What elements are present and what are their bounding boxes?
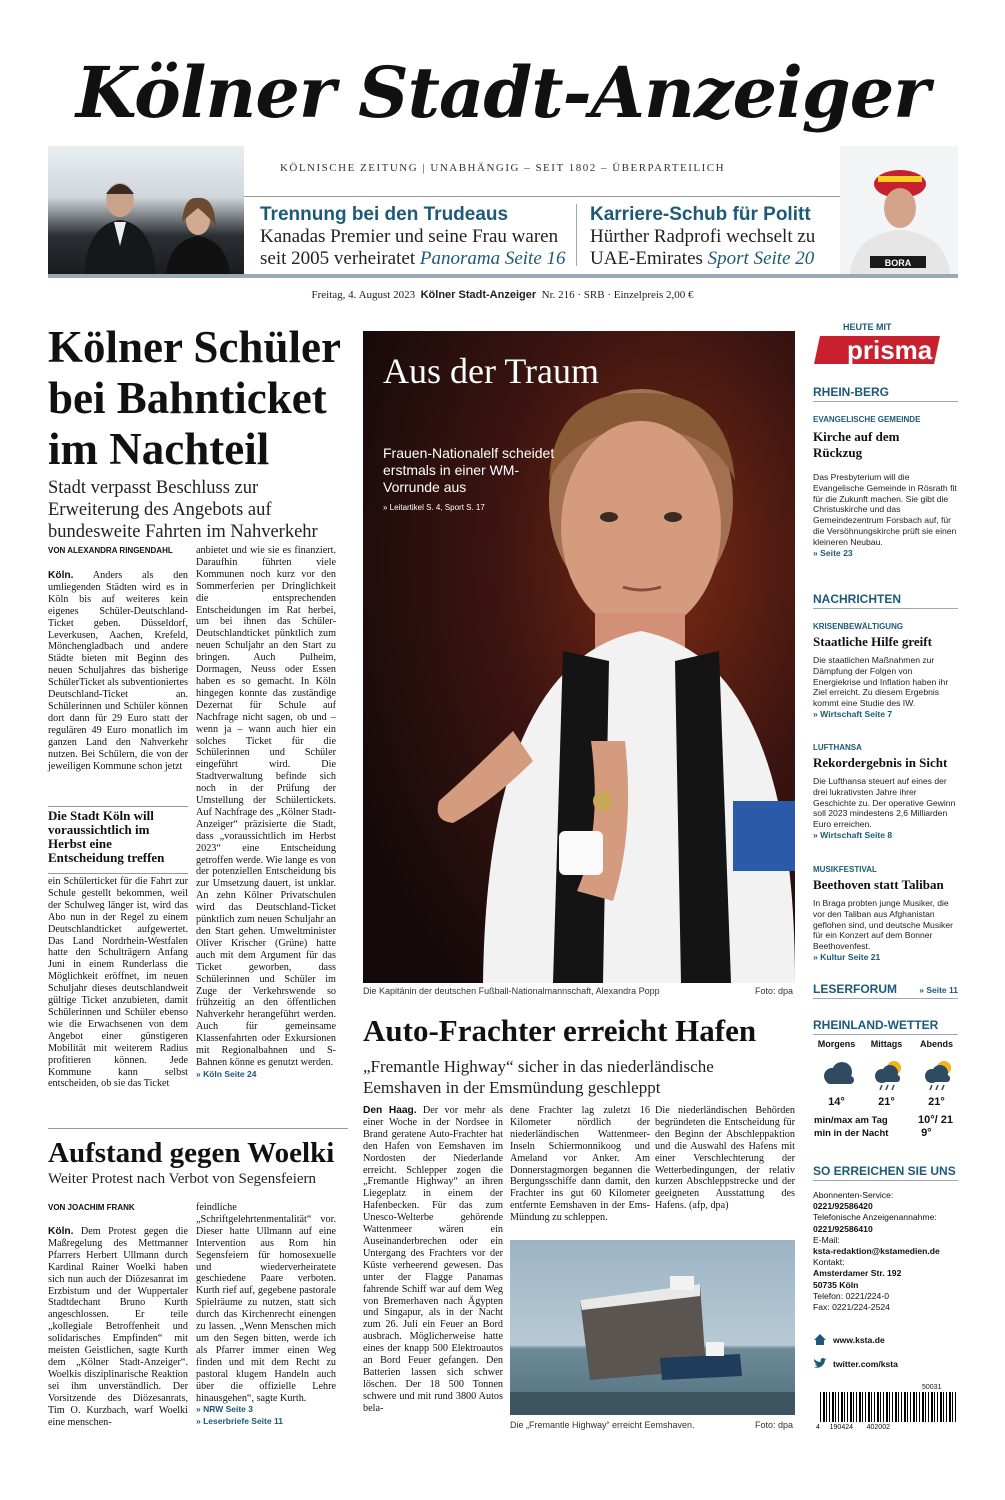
masthead: Kölner Stadt-Anzeiger: [75, 51, 930, 134]
weather-legend: min/max am Tag min in der Nacht: [814, 1115, 889, 1139]
weather-minmax-values: 10°/ 21 9°: [918, 1114, 953, 1139]
second-subhead: Weiter Protest nach Verbot von Segensfeiern: [48, 1171, 317, 1187]
krise-kicker: KRISENBEWÄLTIGUNG: [813, 622, 904, 631]
website-link[interactable]: www.ksta.de: [833, 1335, 885, 1345]
hero-subtitle: Frauen-Nationalelf scheidet erstmals in einer WM-Vorrunde aus: [383, 445, 555, 495]
weather-morning-temp: 14°: [828, 1096, 845, 1108]
krise-ref[interactable]: » Wirtschaft Seite 7: [813, 708, 893, 719]
lh-kicker: LUFTHANSA: [813, 743, 862, 752]
lead-subhead: Stadt verpasst Beschluss zur Erweiterung des Angebots auf bundesweite Fahrten im Nahverkehr: [48, 478, 318, 542]
contact-block: Abonnenten-Service: 0221/92586420 Telefonische Anzeigenannahme: 0221/92586410 E-Mail: ksta-redaktion@kstamedien.de Kontakt: Amsterdamer Str. 192 50735 Köln Telefon: 0221/224-0 Fax: 0221/224-2524: [813, 1190, 940, 1313]
teaser-left-ref[interactable]: Panorama Seite 16: [419, 248, 566, 269]
sun-cloud-rain-icon: [868, 1058, 908, 1092]
lead-col1a: Köln. Anders als den umliegenden Städten wird es in Köln bis auf weiteres kein eigenes Schüler-Deutschland-Ticket geben. Düsseldorf, Leverkusen, Aachen, Krefeld, Mönchengladbach und andere Städte bieten mit Beginn des neuen Schuljahres das bisherige SchülerTicket als subventioniertes Deutschland-Ticket an. Schülerinnen und Schüler können dort dann für 29 Euro statt der regulären 49 Euro monatlich im ganzen Land den Nahverkehr nutzen. Bei Schülern, die von der jeweiligen Kommune schon jetzt: [48, 570, 189, 772]
ship-col2: dene Frachter lag zuletzt 16 Kilometer nördlich der niederländischen Wattenmeer-Inseln Schiermonnikoog und Ameland vor Anker. Am Donnerstagmorgen begannen die Bergungsschiffe dann damit, den Frachter ins gut 60 Kilometer entfernte Eemshaven in der Ems-Mündung zu schleppen.: [510, 1105, 650, 1224]
second-ref-nrw[interactable]: » NRW Seite 3: [196, 1404, 254, 1415]
section-contact: SO ERREICHEN SIE UNS: [813, 1164, 958, 1181]
hero-credit: Foto: dpa: [755, 986, 794, 996]
tagline: KÖLNISCHE ZEITUNG | UNABHÄNGIG – SEIT 1802 – ÜBERPARTEILICH: [279, 162, 726, 174]
teaser-right-title[interactable]: Karriere-Schub für Politt: [590, 204, 811, 225]
hero-ref[interactable]: » Leitartikel S. 4, Sport S. 17: [383, 503, 485, 512]
svg-text:BORA: BORA: [884, 258, 912, 268]
section-rheinberg[interactable]: RHEIN-BERG: [813, 385, 958, 402]
prisma-promo[interactable]: HEUTE MIT prisma: [813, 322, 958, 372]
hero-caption: Die Kapitänin der deutschen Fußball-Nationalmannschaft, Alexandra Popp: [363, 986, 660, 996]
mf-ref[interactable]: » Kultur Seite 21: [813, 951, 881, 962]
ship-photo[interactable]: [510, 1240, 795, 1415]
evang-ref[interactable]: » Seite 23: [813, 547, 853, 558]
section-leserforum[interactable]: LESERFORUM » Seite 11: [813, 982, 958, 999]
barcode-number: 50031: [922, 1384, 942, 1391]
leserforum-ref[interactable]: » Seite 11: [919, 985, 958, 995]
krise-text: Die staatlichen Maßnahmen zur Dämpfung der Folgen von Energiekrise und Inflation haben ihr Ziel erreicht. Zu diesem Ergebnis kommt eine Studie des IW. » Wirtschaft Seite 7: [813, 655, 949, 719]
politt-photo: [840, 146, 958, 274]
barcode: [820, 1392, 958, 1422]
hero-photo[interactable]: [363, 331, 795, 983]
lead-ref[interactable]: » Köln Seite 24: [196, 1068, 257, 1079]
teaser-left-text: Kanadas Premier und seine Frau waren seit 2005 verheiratet Panorama Seite 16: [260, 226, 566, 269]
weather-noon-temp: 21°: [878, 1096, 895, 1108]
evang-headline[interactable]: Kirche auf dem Rückzug: [813, 429, 900, 460]
teaser-right-ref[interactable]: Sport Seite 20: [707, 248, 815, 269]
twitter-link[interactable]: twitter.com/ksta: [833, 1359, 898, 1369]
second-ref-leserbriefe[interactable]: » Leserbriefe Seite 11: [196, 1416, 283, 1427]
teaser-bar: [48, 198, 958, 278]
anzeigen-phone[interactable]: 0221/92586410: [813, 1223, 873, 1234]
mf-kicker: MUSIKFESTIVAL: [813, 865, 877, 874]
lh-text: Die Lufthansa steuert auf eines der drei lukrativsten Jahre ihrer Geschichte zu. Der operative Gewinn soll 2023 mindestens 2,6 Milliarden Euro erreichen. » Wirtschaft Seite 8: [813, 776, 956, 840]
email-link[interactable]: ksta-redaktion@kstamedien.de: [813, 1246, 940, 1257]
lh-ref[interactable]: » Wirtschaft Seite 8: [813, 829, 893, 840]
ship-caption: Die „Fremantle Highway“ erreicht Eemshaven.: [510, 1420, 695, 1430]
cloud-icon: [818, 1058, 858, 1090]
twitter-icon: [813, 1357, 827, 1370]
lead-col2: anbietet und wie sie es finanziert. Daraufhin führten viele Kommunen noch kurz vor den Sommerferien per Dringlichkeit die entsprechenden Entscheidungen im Rat herbei, um bei ihnen das Schüler-Deutschlandticket pünktlich zum neuen Schuljahr an den Start zu bringen. Auch Pulheim, Dormagen, Neuss oder Essen haben es so gemacht. In Köln hingegen konnte das zuständige Dezernat für Schule auf Nachfrage nicht sagen, ob und – wenn ja – wann auch hier ein solches Ticket für die Schülerinnen und Schüler eingeführt wird. Die Stadtverwaltung befinde sich noch in der Prüfung der Umstellung der Schülertickets. Auf Nachfrage des „Kölner Stadt-Anzeiger“ präzisierte die Stadt, dass „voraussichtlich im Herbst 2023“ eine Entscheidung getroffen werde. Wie lange es von der potenziellen Entscheidung bis zur Umsetzung dauert, ist unklar. An zehn Kölner Privatschulen wird das Deutschland-Ticket pünktlich zum neuen Schuljahr an den Start gehen. Umweltminister Oliver Krischer (Grüne) hatte auch mit dem Argument für das Ticket geworben, dass Schülerinnen und Schüler im Zuge der Verkehrswende so frühzeitig an den öffentlichen Nahverkehr herangeführt werden. Auch für gemeinsame Klassenfahrten oder Exkursionen mit Regionalbahnen und S-Bahnen könne es genutzt werden. » Köln Seite 24: [196, 545, 336, 1079]
teaser-left-title[interactable]: Trennung bei den Trudeaus: [260, 204, 509, 225]
barcode-digits: 4 190424 402002: [816, 1424, 890, 1431]
ship-subhead: „Fremantle Highway“ sicher in das niederländische Eemshaven in der Emsmündung geschleppt: [363, 1057, 714, 1097]
weather-noon-label: Mittags: [870, 1039, 903, 1049]
lead-pullquote: Die Stadt Köln will voraussichtlich im Herbst eine Entscheidung treffen: [48, 806, 188, 865]
second-byline: VON JOACHIM FRANK: [48, 1203, 135, 1212]
evang-kicker: EVANGELISCHE GEMEINDE: [813, 415, 921, 424]
second-col2: feindliche „Schriftgelehrtenmentalität“ vor. Dieser hatte Ullmann auf eine Intervention aus Rom hin Segensfeiern für homosexuelle und wiederverheiratete geschiedene Paare verboten. Kurth rief auf, gegebene pastorale Spielräume zu nutzen, statt sich durch das Kirchenrecht einengen zu lassen. „Wenn Menschen mich um den Segen bitten, werde ich als Pfarrer immer einen Weg finden und mit dem Recht zu pastoral klugem Handeln auch über die offizielle Lehre hinausgehen“, sagte Kurth. » NRW Seite 3 » Leserbriefe Seite 11: [196, 1202, 336, 1427]
lead-col1b: ein Schülerticket für die Fahrt zur Schule gestellt bekommen, weil der Schulweg länger ist, wird das Abo nun in der Regel zu einem Deutschlandticket aufgewertet. Das Land Nordrhein-Westfalen hatte den Schulträgern Anfang Juni in einem Runderlass die Möglichkeit eröffnet, im neuen Schuljahr dieses deutschlandweit gültige Ticket anzubieten, damit Schülerinnen und Schüler ebenso wie die Erwachsenen von dem Angebot einer günstigeren Mobilität mit weiterem Radius profitieren können. Jede Kommune kann selbst entscheiden, ob sie das Ticket: [48, 873, 188, 1090]
ship-col3: Die niederländischen Behörden begründeten die Entscheidung für den Beginn der Abschleppaktion und die Auswahl des Hafens mit einer Verschlechterung der Wetterbedingungen, der relativ kurzen Abschleppstrecke und der geeigneten Ausstattung des Hafens. (afp, dpa): [655, 1105, 795, 1212]
weather-evening-label: Abends: [919, 1039, 953, 1049]
trudeau-photo: [48, 146, 244, 274]
krise-headline[interactable]: Staatliche Hilfe greift: [813, 634, 932, 649]
teaser-right-text: Hürther Radprofi wechselt zu UAE-Emirates Sport Seite 20: [590, 226, 816, 269]
lead-byline: VON ALEXANDRA RINGENDAHL: [48, 546, 173, 555]
lead-headline[interactable]: Kölner Schüler bei Bahnticket im Nachteil: [48, 322, 341, 474]
second-headline[interactable]: Aufstand gegen Woelki: [48, 1137, 335, 1169]
weather-evening-temp: 21°: [928, 1096, 945, 1108]
weather-morning-label: Morgens: [817, 1039, 856, 1049]
evang-text: Das Presbyterium will die Evangelische Gemeinde in Rösrath fit für die Zukunft machen. Sie gibt die Christuskirche und das Gemeindezentrum Forsbach auf, für die Versöhnungskirche prüft sie einen kleineren Neubau. » Seite 23: [813, 472, 957, 558]
lh-headline[interactable]: Rekordergebnis in Sicht: [813, 755, 948, 770]
teaser-divider: [576, 204, 577, 266]
ship-col1: Den Haag. Der vor mehr als einer Woche in der Nordsee in Brand geratene Auto-Frachter hat den Hafen von Eemshaven im Nordosten der Niederlande erreicht. Schlepper zogen die „Fremantle Highway“ an ihren Liegeplatz in einem der Hafenbecken. Für das zum Unesco-Welterbe gehörende Wattenmeer wären ein Auseinanderbrechen oder ein Untergang des Frachters vor der Küste verheerend gewesen. Das unter der Flagge Panamas fahrende Schiff war auf dem Weg von Bremerhaven nach Ägypten und Singapur, als in der Nacht zum 26. Juli ein Feuer an Bord ausbrach. Möglicherweise hatte eines der knapp 500 Elektroautos an Bord Feuer gefangen. Den Batterien lassen sich schwer löschen. Der 18 500 Tonnen schwere und mit rund 3800 Autos bela-: [363, 1105, 503, 1414]
ship-credit: Foto: dpa: [755, 1420, 794, 1430]
mf-headline[interactable]: Beethoven statt Taliban: [813, 877, 944, 892]
mf-text: In Braga probten junge Musiker, die vor den Taliban aus Afghanistan geflohen sind, und deutsche Musiker für ein Konzert auf dem Bonner Beethovenfest. » Kultur Seite 21: [813, 898, 953, 962]
section-wetter[interactable]: RHEINLAND-WETTER: [813, 1018, 958, 1035]
dateline: Freitag, 4. August 2023 Kölner Stadt-Anzeiger Nr. 216 · SRB · Einzelpreis 2,00 €: [311, 289, 694, 301]
abo-phone[interactable]: 0221/92586420: [813, 1201, 873, 1212]
home-icon: [813, 1333, 827, 1346]
sun-cloud-rain-icon: [918, 1058, 958, 1092]
second-col1: Köln. Dem Protest gegen die Maßregelung des Mettmanner Pfarrers Herbert Ullmann durch Kardinal Rainer Woelki haben sich nun auch der Diözesanrat im Erzbistum und der Wuppertaler Stadtdechant Bruno Kurth angeschlossen. Er teile „kollegiale Betroffenheit und solidarisches Empfinden“ mit meisten Geistlichen, sagte Kurth dem „Kölner Stadt-Anzeiger“. Woelkis disziplinarische Reaktion sei ihm unverständlich. Der Vorsitzende des Diözesanrats, Tim O. Kurzbach, warf Woelki eine menschen-: [48, 1226, 189, 1428]
section-nachrichten[interactable]: NACHRICHTEN: [813, 592, 958, 609]
hero-title[interactable]: Aus der Traum: [383, 351, 600, 391]
divider: [48, 1128, 348, 1129]
ship-headline[interactable]: Auto-Frachter erreicht Hafen: [363, 1013, 757, 1048]
